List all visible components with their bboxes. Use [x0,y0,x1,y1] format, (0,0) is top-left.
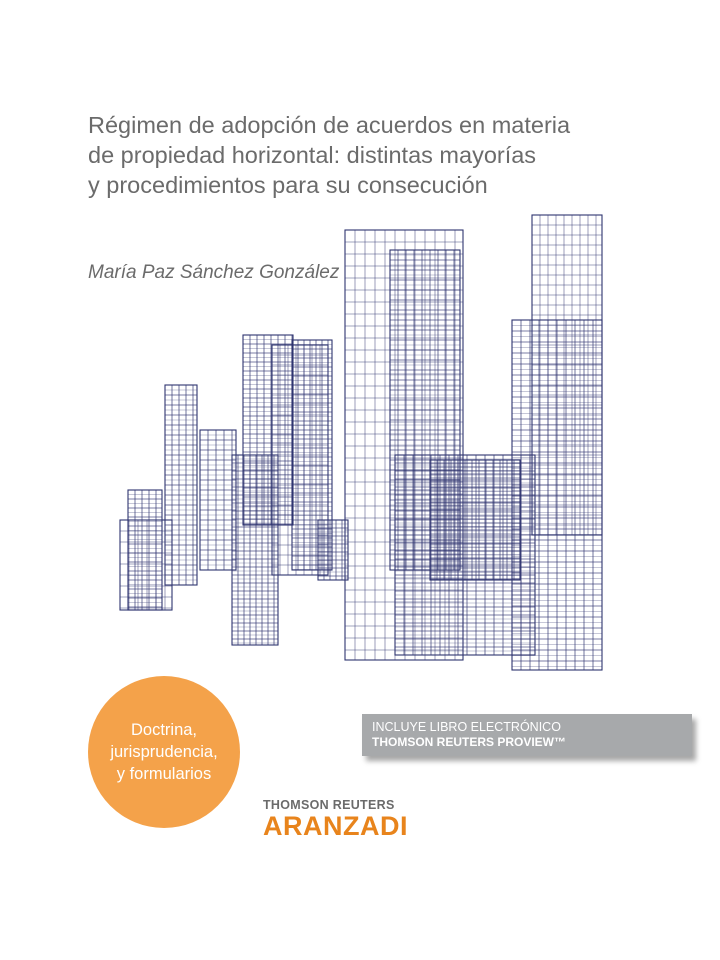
building-4 [200,430,236,570]
building-7 [272,345,328,575]
content-badge [88,676,240,828]
building-3 [165,385,197,585]
banner-line-1: INCLUYE LIBRO ELECTRÓNICO [372,720,561,734]
badge-line-3: y formularios [116,765,212,783]
author-name: María Paz Sánchez González [88,262,340,283]
building-15 [532,215,602,535]
badge-line-2: jurisprudencia, [110,743,218,761]
ebook-banner [362,714,692,756]
title-line-1: Régimen de adopción de acuerdos en materia [88,112,571,138]
badge-line-1: Doctrina, [130,721,198,739]
publisher-line-1: THOMSON REUTERS [263,798,395,812]
title-line-2: de propiedad horizontal: distintas mayorías [88,142,537,168]
title-line-3: y procedimientos para su consecución [88,172,488,198]
banner-line-2: THOMSON REUTERS PROVIEW™ [372,735,567,749]
publisher-line-2: ARANZADI [263,811,408,841]
publisher-logo [263,798,408,842]
building-1 [128,490,162,610]
